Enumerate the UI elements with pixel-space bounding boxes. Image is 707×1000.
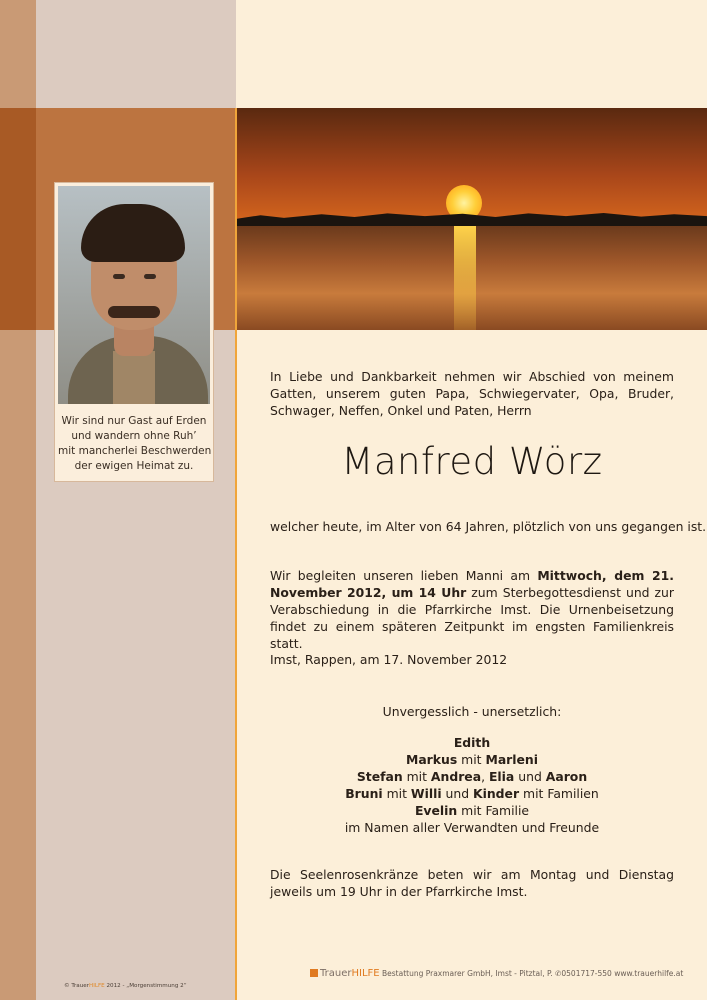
family-line — [270, 751, 674, 768]
family-connector: mit Familie — [457, 803, 530, 818]
copyright-brand: HILFE — [88, 983, 105, 989]
ceremony-text-after: zum Sterbegottesdienst und zur Verabschiedung in die Pfarrkirche Imst. Die Urnenbeisetzung findet zu einem späteren Zeitpunkt im engsten Familienkreis statt. — [270, 585, 674, 651]
family-connector: mit — [457, 752, 486, 767]
family-name: Marleni — [485, 752, 539, 767]
family-name: Markus — [405, 752, 458, 767]
family-list — [270, 734, 674, 836]
age-line: welcher heute, im Alter von 64 Jahren, plötzlich von uns gegangen ist. — [270, 519, 707, 534]
logo-text-hilfe: HILFE — [351, 968, 380, 979]
portrait-shirt — [113, 351, 155, 404]
family-name: Stefan — [356, 769, 403, 784]
copyright-rest: 2012 - „Morgenstimmung 2“ — [104, 983, 187, 989]
portrait-moustache — [108, 306, 160, 318]
family-connector: , — [481, 769, 489, 784]
quote-line: Wir sind nur Gast auf Erden — [61, 415, 207, 427]
copyright-note — [64, 983, 187, 989]
funeral-home-footer — [310, 968, 683, 979]
family-name: Edith — [453, 735, 491, 750]
family-line — [270, 785, 674, 802]
family-name: Willi — [410, 786, 442, 801]
family-connector: mit Familien — [519, 786, 599, 801]
left-strip — [0, 330, 36, 1000]
trauerhilfe-logo-icon — [310, 969, 318, 977]
family-line — [270, 802, 674, 819]
logo-text-trauer: Trauer — [320, 968, 352, 979]
header-band-left — [0, 108, 36, 330]
copyright-prefix: © Trauer — [64, 983, 89, 989]
family-line — [270, 768, 674, 785]
place-and-date: Imst, Rappen, am 17. November 2012 — [270, 652, 508, 667]
family-name: Andrea — [430, 769, 482, 784]
sunset-image — [237, 108, 707, 330]
family-connector: mit — [402, 769, 431, 784]
ceremony-text-before: Wir begleiten unseren lieben Manni am — [270, 568, 538, 583]
decor-block-top-left — [0, 0, 36, 108]
family-name: Elia — [488, 769, 515, 784]
family-line: im Namen aller Verwandten und Freunde — [344, 820, 600, 835]
sun-reflection — [454, 226, 476, 330]
family-connector: mit — [382, 786, 411, 801]
deceased-name: Manfred Wörz — [341, 440, 603, 483]
family-line — [270, 734, 674, 751]
portrait-eye-right — [144, 274, 156, 279]
memorial-quote — [58, 414, 210, 474]
rosary-paragraph: Die Seelenrosenkränze beten wir am Montag und Dienstag jeweils um 19 Uhr in der Pfarrkirche Imst. — [270, 867, 674, 899]
portrait-eye-left — [113, 274, 125, 279]
family-name: Evelin — [414, 803, 458, 818]
quote-line: mit mancherlei Beschwerden — [58, 445, 212, 457]
intro-paragraph: In Liebe und Dankbarkeit nehmen wir Abschied von meinem Gatten, unserem guten Papa, Schwiegervater, Opa, Bruder, Schwager, Neffen, Onkel und Paten, Herrn — [270, 369, 674, 418]
family-name: Bruni — [345, 786, 383, 801]
quote-line: der ewigen Heimat zu. — [74, 460, 194, 472]
family-connector: und — [441, 786, 474, 801]
quote-line: und wandern ohne Ruh’ — [71, 430, 197, 442]
family-connector: und — [514, 769, 546, 784]
portrait-hair — [81, 204, 185, 262]
family-name: Aaron — [545, 769, 588, 784]
company-info: Bestattung Praxmarer GmbH, Imst - Pitztal, P. ✆0501717-550 www.trauerhilfe.at — [379, 969, 684, 978]
portrait-photo — [58, 186, 210, 404]
unforgettable-heading: Unvergesslich - unersetzlich: — [382, 704, 562, 719]
family-name: Kinder — [473, 786, 520, 801]
ceremony-paragraph — [270, 567, 674, 652]
ceremony-date: Mittwoch, dem 21. November 2012, um 14 Uhr — [270, 568, 674, 600]
